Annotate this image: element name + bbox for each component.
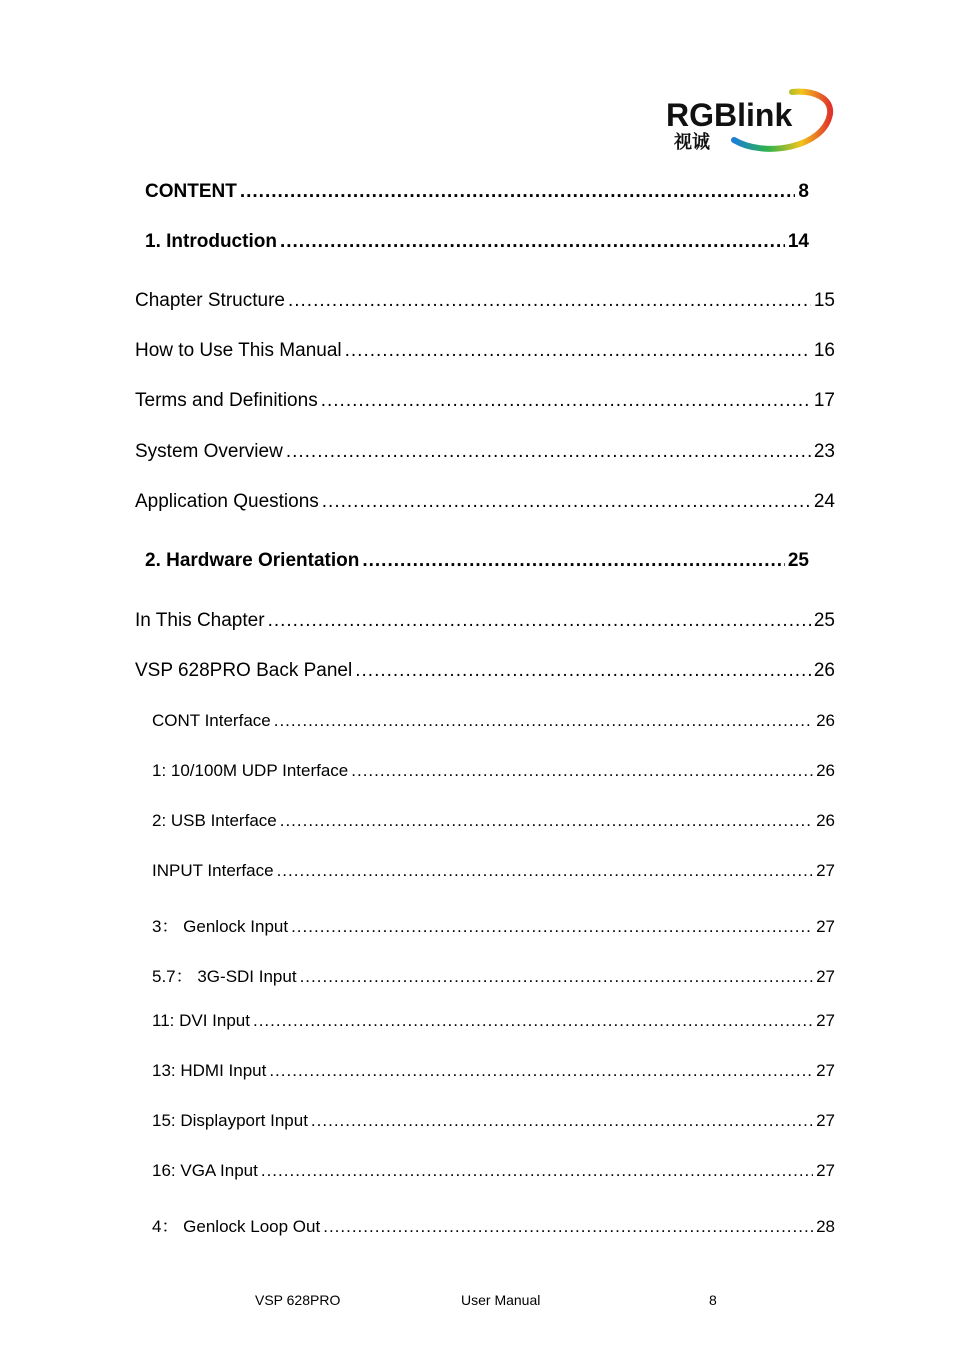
toc-row-introduction[interactable] <box>145 231 809 253</box>
toc-leader <box>268 610 811 632</box>
toc-page: 27 <box>816 917 835 936</box>
toc-title: 15: Displayport Input <box>152 1111 308 1130</box>
toc-row-hardware-orientation[interactable] <box>145 550 809 572</box>
toc-title: 11: DVI Input <box>152 1011 250 1030</box>
toc-title: 16: VGA Input <box>152 1161 258 1180</box>
toc-page: 27 <box>816 861 835 880</box>
toc-row-input-interface[interactable] <box>152 861 835 881</box>
toc-title: 5.7： 3G-SDI Input <box>152 967 297 986</box>
toc-leader <box>269 1061 813 1081</box>
toc-leader <box>240 181 796 203</box>
toc-leader <box>274 711 813 731</box>
toc-page: 14 <box>787 231 809 252</box>
toc-page: 26 <box>816 761 835 780</box>
toc-page: 24 <box>813 491 835 512</box>
toc-title: 13: HDMI Input <box>152 1061 267 1080</box>
toc-row-cont-interface[interactable] <box>152 711 835 731</box>
toc-row-displayport-input[interactable] <box>152 1111 835 1131</box>
toc-row-content[interactable] <box>145 181 809 203</box>
toc-title: 2. Hardware Orientation <box>145 550 360 571</box>
toc-leader <box>362 550 785 572</box>
toc-leader <box>300 967 814 987</box>
toc-leader <box>288 290 811 312</box>
toc-leader <box>286 441 811 463</box>
toc-row-system-overview[interactable] <box>135 441 835 463</box>
toc-title: 2: USB Interface <box>152 811 277 830</box>
toc-page: 27 <box>816 1161 835 1180</box>
toc-title: In This Chapter <box>135 610 265 631</box>
toc-leader <box>311 1111 813 1131</box>
footer-product: VSP 628PRO <box>255 1292 341 1308</box>
toc-title: CONT Interface <box>152 711 271 730</box>
toc-leader <box>322 491 811 513</box>
toc-leader <box>291 917 813 937</box>
toc-row-dvi-input[interactable] <box>152 1011 835 1031</box>
toc-page: 27 <box>816 1111 835 1130</box>
toc-title: 3： Genlock Input <box>152 917 289 936</box>
toc-page: 15 <box>813 290 835 311</box>
toc-page: 26 <box>816 811 835 830</box>
toc-row-in-this-chapter[interactable] <box>135 610 835 632</box>
toc-leader <box>280 811 813 831</box>
toc-row-hdmi-input[interactable] <box>152 1061 835 1081</box>
toc-row-vga-input[interactable] <box>152 1161 835 1181</box>
toc-leader <box>261 1161 813 1181</box>
toc-row-udp-interface[interactable] <box>152 761 835 781</box>
footer-doc-title: User Manual <box>461 1292 541 1308</box>
toc-title: INPUT Interface <box>152 861 274 880</box>
footer-page-number: 8 <box>709 1292 717 1308</box>
toc-leader <box>351 761 813 781</box>
toc-page: 8 <box>798 181 809 202</box>
toc-page: 27 <box>816 1061 835 1080</box>
toc-leader <box>321 390 811 412</box>
toc-title: VSP 628PRO Back Panel <box>135 660 353 681</box>
toc-row-chapter-structure[interactable] <box>135 290 835 312</box>
toc-page: 25 <box>787 550 809 571</box>
toc-page: 26 <box>816 711 835 730</box>
toc-page: 28 <box>816 1217 835 1236</box>
svg-text:RGBlink: RGBlink <box>666 97 793 133</box>
toc-row-application-questions[interactable] <box>135 491 835 513</box>
toc-title: 1: 10/100M UDP Interface <box>152 761 349 780</box>
toc-leader <box>253 1011 813 1031</box>
toc-page: 27 <box>816 1011 835 1030</box>
toc-page: 16 <box>813 340 835 361</box>
toc-page: 23 <box>813 441 835 462</box>
toc-row-terms[interactable] <box>135 390 835 412</box>
toc-row-genlock-loop-out[interactable] <box>152 1212 835 1237</box>
toc-title: 4： Genlock Loop Out <box>152 1217 321 1236</box>
toc-row-usb-interface[interactable] <box>152 811 835 831</box>
toc-page: 27 <box>816 967 835 986</box>
svg-text:视诚: 视诚 <box>674 132 710 153</box>
toc-page: 26 <box>813 660 835 681</box>
toc-leader <box>277 861 814 881</box>
toc-page: 17 <box>813 390 835 411</box>
toc-row-how-to-use[interactable] <box>135 340 835 362</box>
toc-title: 1. Introduction <box>145 231 277 252</box>
toc-leader <box>355 660 811 682</box>
toc-leader <box>323 1217 813 1237</box>
toc-title: Chapter Structure <box>135 290 285 311</box>
toc-row-3g-sdi-input[interactable] <box>152 962 835 987</box>
toc-leader <box>345 340 811 362</box>
toc-page: 25 <box>813 610 835 631</box>
toc-row-genlock-input[interactable] <box>152 912 835 937</box>
toc-title: System Overview <box>135 441 283 462</box>
rgblink-logo <box>664 86 834 156</box>
toc-title: Terms and Definitions <box>135 390 318 411</box>
toc-title: How to Use This Manual <box>135 340 342 361</box>
toc-title: CONTENT <box>145 181 237 202</box>
toc-row-back-panel[interactable] <box>135 660 835 682</box>
toc-title: Application Questions <box>135 491 319 512</box>
toc-leader <box>280 231 785 253</box>
